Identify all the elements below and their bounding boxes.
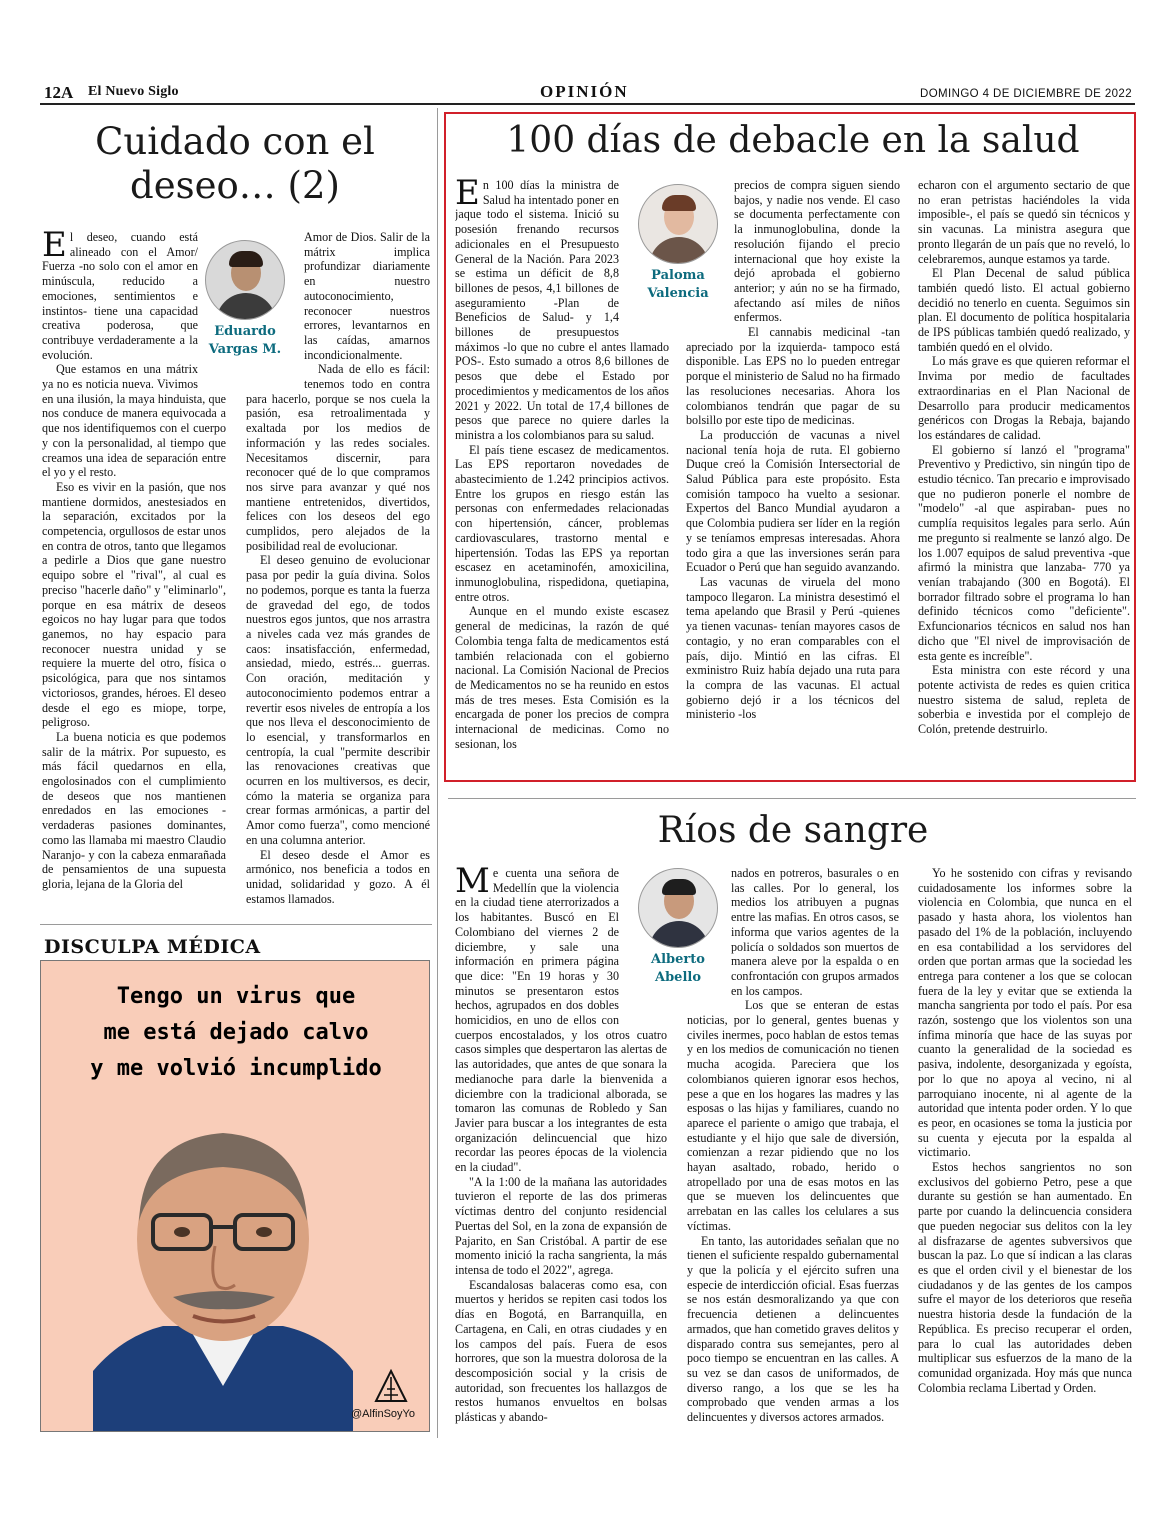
- paragraph: Escandalosas balaceras como esa, con muertos y heridos se repiten casi todos los días en Bogotá, en Barranquilla, en Cartagena, en Cali, en otras ciudades y en los campos del país. Fuera de esos horrores, que son la muestra dolorosa de la descomposición social y la crisis de autoridad, son frecuentes los hallazgos de restos humanos envueltos en bolsas plásticas y abando-: [455, 1277, 667, 1425]
- cartoon-frame: [40, 960, 430, 1432]
- cartoon-title: DISCULPA MÉDICA: [44, 936, 261, 958]
- publication-name: El Nuevo Siglo: [88, 84, 179, 99]
- paragraph: En tanto, las autoridades señalan que no tienen el suficiente respaldo gubernamental y que la policía y el ejército sufren una especie de interdicción oficial. Esas fuerzas se nos están desmoralizando ya que con frecuencia detienen a delincuentes armados, que han cometido graves delitos y disparado contra sus semejantes, pero al poco tiempo se encuentran en las calles. A su vez se dan casos de uniformados, de diverso rango, a los que se les ha comprobado que venden armas a los delincuentes y diversos actores armados.: [687, 1233, 899, 1425]
- divider: [448, 798, 1136, 799]
- paragraph: Yo he sostenido con cifras y revisando cuidadosamente los informes sobre la violencia en Colombia, que nunca en el pasado y hasta ahora, los violentos han pasado del 1% de la población, incluyendo en esa contabilidad a los servidores del orden que portan armas que la sociedad les entrega para contener a los que se colocan fuera de la ley y evitar que se extienda la mancha sangrienta por todo el país. Por esa razón, sostengo que los violentos son una ínfima minoría que hace de las suyas por cuanto la generalidad de la sociedad es pasiva, indolente, desorganizada y egoísta, por lo que no apoya al vecino, ni al parroquiano inocente, ni al agente de la autoridad que intenta poder orden. Y lo que es peor, en ocasiones se toma la justicia por su cuenta y ejecuta por la espalda al victimario.: [918, 866, 1132, 1160]
- author-last-name: Vargas M.: [208, 342, 282, 357]
- article-title: Ríos de sangre: [657, 810, 929, 851]
- paragraph: echaron con el argumento sectario de que no eran petristas haciéndoles la vida imposible-, el país se quedó sin técnicos y sin vacunas. La ministra asegura que pronto llegarán de un país que no reveló, lo celebraremos, aunque estamos ya tarde.: [918, 178, 1130, 266]
- paragraph: Me cuenta una señora de Medellín que la violencia en la ciudad tiene aterrorizados a los habitantes. Buscó en El Colombiano del viernes 2 de diciembre, y sale una información en primera página que dice: "En 19 horas y 30 minutos se presentaron estos hechos, agrupados en dos dobles homicidios, en uno de ellos con cuerpos encostalados, y los otros cuatro casos simples que despertaron las alertas de las autoridades, que antes de que sonara la medianoche para darle la bienvenida a diciembre con la tradicional alborada, se tomaron las comunas de Robledo y San Javier para buscar a los integrantes de esta organización delincuencial que hizo recordar las peores épocas de la violencia en la ciudad".: [455, 866, 667, 1175]
- cartoonist-logo-icon: [374, 1369, 408, 1405]
- paragraph: Los que se enteran de estas noticias, por lo general, gentes buenas y civiles inermes, poco hablan de estos temas y en los medios de comunicación no tienen mucha acogida. Pareciera que los colombianos quieren ignorar esos hechos, pese a que en los hogares las madres y las esposas o las hijas y familiares, cuando no aparece el pariente o amigo que trabaja, el estudiante y el hijo que sale de diversión, comienzan a rezar pidiendo que no los hayan asaltado, robado, herido o atropellado por una de esas motos en las que se mueven los delincuentes que arrebatan en las calles los celulares a sus víctimas.: [687, 998, 899, 1233]
- paragraph: Esta ministra con este récord y una potente activista de redes es quien critica nuestro sistema de salud, repleta de soberbia e investida por el complejo de Colón, pretende destruirlo.: [918, 663, 1130, 737]
- paragraph: El deseo desde el Amor es armónico, nos beneficia a todos en unidad, solidaridad y gozo. A él estamos llamados.: [246, 847, 430, 906]
- paragraph: Lo más grave es que quieren reformar el Invima por medio de facultades extraordinarias en el Plan Nacional de Desarrollo para producir medicamentos genéricos con Drogas la Rebaja, bajando los estándares de calidad.: [918, 354, 1130, 442]
- author-photo: [205, 240, 285, 320]
- paragraph: La buena noticia es que podemos salir de la mátrix. Por supuesto, es más fácil quedarnos en ella, engolosinados con el cumplimiento de deseos que nos mantienen enredados en las emociones -verdaderas pasiones dominantes, como las llamaba mi maestro Claudio Naranjo- y con la cabeza enmarañada de pensamientos de una supuesta gloria, lejana de la Gloria del: [42, 729, 226, 891]
- cartoon-caption-line: y me volvió incumplido: [90, 1056, 382, 1081]
- paragraph: La producción de vacunas a nivel nacional tenía hoja de ruta. El gobierno Duque creó la Comisión Intersectorial de Salud Pública para este propósito. Esta comisión tampoco ha vuelto a sesionar. Expertos del Banco Mundial ayudaron a que Colombia pudiera ser líder en la región y se teníamos empresas interesadas. Ahora todo gira a que las inversiones serán para Ecuador o Perú que han seguido avanzando.: [686, 427, 900, 575]
- author-first-name: Paloma: [651, 268, 705, 283]
- cartoonist-signature: @AlfinSoyYo: [351, 1408, 415, 1420]
- author-box: [628, 868, 728, 987]
- paragraph: Nada de ello es fácil: tenemos todo en contra para hacerlo, porque se nos cuela la pasión, esa retroalimentada y exaltada por los medios de información y las redes sociales. Necesitamos discernir, para reconocer qué de lo que compramos nos sirve para avanzar y qué nos mantiene entretenidos, divertidos, felices con los deseos del ego cumplidos, pero alejados de la posibilidad real de evolucionar.: [246, 362, 430, 553]
- article-column: [918, 178, 1130, 776]
- page-number: 12A: [44, 83, 74, 102]
- divider: [40, 924, 432, 925]
- author-first-name: Eduardo: [214, 324, 276, 339]
- cartoon-caption-line: me está dejado calvo: [103, 1020, 369, 1045]
- paragraph: El Plan Decenal de salud pública también quedó listo. El actual gobierno decidió no tenerlo en cuenta. Seguimos sin plan. El documento de política hospitalaria de IPS públicas también quedó realizado, y también quedó en el olvido.: [918, 266, 1130, 354]
- article-title: Cuidado con el deseo… (2): [95, 120, 375, 207]
- author-photo: [638, 868, 718, 948]
- paragraph: El cannabis medicinal -tan apreciado por la izquierda- tampoco está disponible. Las EPS no lo pueden entregar porque el ministerio de Salud no ha firmado las resoluciones necesarias. Ahora los colombianos tendrán que pagar de su bolsillo por este tipo de medicinas.: [686, 325, 900, 428]
- paragraph: Estos hechos sangrientos no son exclusivos del gobierno Petro, pese a que durante su gestión se han aumentado. En parte por cuando la delincuencia considera que pueden negociar sus delitos con la ley al disfrazarse de agentes subversivos que buscan la paz. Lo que sí indican a las claras es que el orden civil y el bienestar de los ciudadanos y de las gentes de los campos sufre el mayor de los deterioros que reseña nuestra historia desde la fundación de la República. Es preciso recuperar el orden, para lo cual las autoridades deben multiplicar sus esfuerzos de la mano de la comunidad organizada. Hoy más que nunca Colombia reclama Libertad y Orden.: [918, 1160, 1132, 1395]
- paragraph: Que estamos en una mátrix ya no es noticia nueva. Vivimos en una ilusión, la maya hinduista, que nos conduce de manera equivocada a que nos identifiquemos con el cuerpo y con la personalidad, al tiempo que creamos una idea de separación entre el yo y el resto.: [42, 362, 226, 480]
- paragraph: precios de compra siguen siendo bajos, y nadie nos vende. El caso se documenta perfectamente con la inmunoglobulina, donde la resolución fijando el precio internacional que hoy existe la dejó aprobada el gobierno anterior; y aún no se ha firmado, afectando así miles de niños enfermos.: [734, 178, 900, 325]
- paragraph: En 100 días la ministra de Salud ha intentado poner en jaque todo el sistema. Inició su posesión frenando recursos adicionales en el Presupuesto General de la Nación. Para 2023 se estima un déficit de 8,8 billones de pesos, 4,1 billones de aseguramiento -Plan de Beneficios de Salud- y 1,4 billones de presupuestos máximos -lo que no cubre el antes llamado POS-. Esto sumado a otros 8,6 billones de pesos que debe el Estado por procedimientos y medicamentos de los años 2021 y 2022. Un total de 17,4 billones de pesos que parece no quiere darles la ministra a los colombianos para su salud.: [455, 178, 669, 442]
- cartoon-caption-line: Tengo un virus que: [116, 984, 356, 1009]
- paragraph: Eso es vivir en la pasión, que nos mantiene dormidos, anestesiados en la separación, excitados por la competencia, orgullosos de estar unos en contra de otros, tanto que llegamos a pedirle a Dios que gane nuestro equipo sobre el "rival", al cual es preciso "hacerle daño" y "eliminarlo", porque en esa mátrix de deseos egoicos no hay lugar para que todos ganemos, no hay espacio para reconocer nuestra unidad y se requiere la muerte del otro, física o psicológica, para que nos sintamos victoriosos, grandes, héroes. El deseo desde el ego es miope, torpe, peligroso.: [42, 479, 226, 730]
- author-photo: [638, 184, 718, 264]
- author-box: [195, 240, 295, 359]
- paragraph: Las vacunas de viruela del mono tampoco llegaron. La ministra desestimó el tema apelando que Brasil y Perú -quienes ya tienen vacunas- tenían mayores casos de contagio, y no eran comparables con el país, dijo. Mintió en las cifras. El exministro Ruiz había dejado una ruta para la compra de las vacunas. El actual gobierno dejó ir a los técnicos del ministerio -los: [686, 574, 900, 722]
- paragraph: Amor de Dios. Salir de la mátrix implica profundizar diariamente en nuestro autoconocimiento, reconocer nuestros errores, levantarnos en las caídas, amarnos incondicionalmente.: [304, 230, 430, 362]
- author-first-name: Alberto: [651, 952, 705, 967]
- paragraph: El deseo genuino de evolucionar pasa por pedir la guía divina. Solos no podemos, porque es tanta la fuerza de gravedad del ego, de todos nuestros egos juntos, que nos arrastra a niveles cada vez más grandes de caos: insatisfacción, enfermedad, ansiedad, miedo, estrés... guerras. Con oración, meditación y autoconocimiento podemos entrar a revertir esos niveles de entropía a los que nos lleva el desconocimiento de lo esencial, y transformarlos en centropía, la cual "permite describir las renovaciones creativas que ocurren en los multiversos, es decir, cómo la materia se organiza para crear formas armónicas, a partir del Amor como fuerza", como mencioné en una columna anterior.: [246, 553, 430, 847]
- paragraph: El país tiene escasez de medicamentos. Las EPS reportaron novedades de abastecimiento de 1.242 principios activos. Entre los grupos en riesgo están las personas con enfermedades relacionadas con hipertensión, cáncer, problemas cardiovasculares, trastorno mental e hipertensión. Todas las EPS ya reportan escasez en acetaminofén, amoxicilina, inmunoglobulina, rispedidona, quetiapina, entre otros.: [455, 442, 669, 604]
- paragraph: "A la 1:00 de la mañana las autoridades tuvieron el reporte de las dos primeras víctimas dentro del conjunto residencial Puertas del Sol, en la zona de expansión de Pajarito, en San Cristóbal. A partir de ese momento inició la racha sangrienta, la más intensa de todo el 2022", agrega.: [455, 1174, 667, 1277]
- column-divider: [437, 108, 438, 1438]
- cartoon-caption: [41, 979, 430, 1087]
- paragraph: El deseo, cuando está alineado con el Amor/ Fuerza -no solo con el amor en minúscula, reducido a emociones, sentimientos e instintos- tiene una capacidad creativa poderosa, que contribuye verdaderamente a la evolución.: [42, 230, 198, 362]
- article-column: [918, 866, 1132, 1436]
- author-last-name: Valencia: [647, 286, 709, 301]
- author-box: [628, 184, 728, 303]
- paragraph: El gobierno sí lanzó el "programa" Preventivo y Predictivo, sin ningún tipo de estudio técnico. Tan precario e improvisado que no pudieron ponerle el nombre de "modelo" -al que aspiraban- pues no cumplía requisitos legales para serlo. Aún me pregunto si realmente se lanzó algo. De los 1.007 equipos de salud preventiva -que afirmó la ministra que lanzaba- 770 ya venían trabajando (300 en Bogotá). El borrador filtrado sobre el programa lo han definido técnicos como "deficiente". Exfuncionarios técnicos en salud nos han dicho que "El nivel de improvisación de esta gente es increíble".: [918, 442, 1130, 663]
- cartoon-portrait: [93, 1111, 353, 1432]
- author-last-name: Abello: [655, 970, 701, 985]
- section-name: OPINIÓN: [540, 82, 629, 101]
- paragraph: Aunque en el mundo existe escasez general de medicinas, la razón de qué Colombia tenga falta de medicamentos está también relacionada con el gobierno nacional. La Comisión Nacional de Precios de Medicamentos no se ha reunido en estos más de tres meses. Esta Comisión es la encargada de poner los precios de compra internacional de medicinas. Como no sesionan, los: [455, 604, 669, 751]
- article-title: 100 días de debacle en la salud: [506, 120, 1080, 161]
- header-rule: [40, 103, 1135, 105]
- issue-date: DOMINGO 4 DE DICIEMBRE DE 2022: [920, 88, 1133, 100]
- paragraph: nados en potreros, basurales o en las calles. Por lo general, los medios los atribuyen a pugnas entre las mafias. En otros casos, se informa que varios agentes de la policía o soldados son muertos de manera aleve por la espalda o en confrontación con grupos armados en los campos.: [731, 866, 899, 998]
